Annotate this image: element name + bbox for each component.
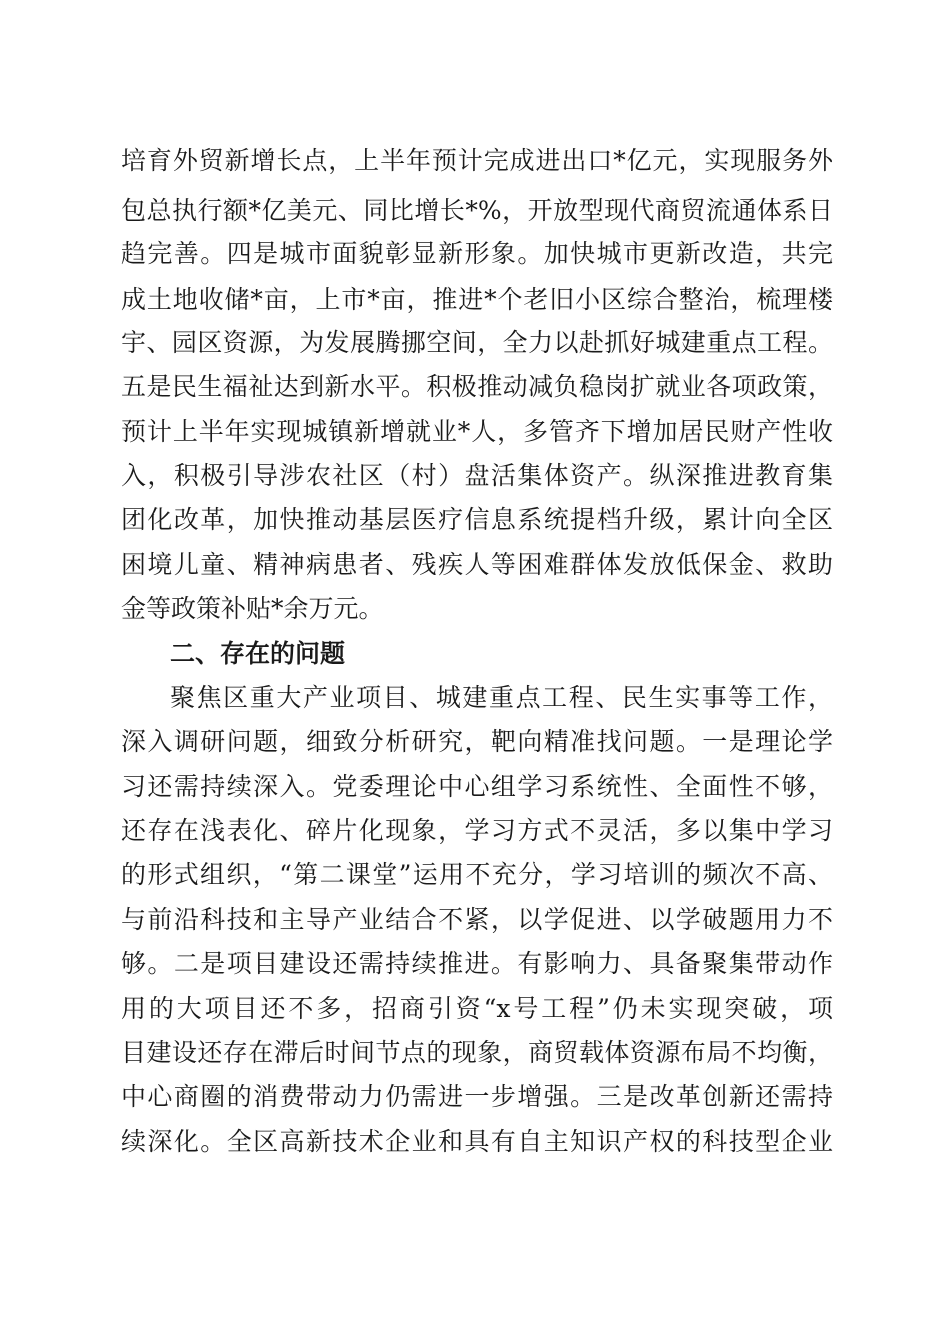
- paragraph-line: 困境儿童、精神病患者、残疾人等困难群体发放低保金、救助: [121, 550, 833, 579]
- paragraph-line: 金等政策补贴*余万元。: [121, 594, 384, 623]
- paragraph-line: 与前沿科技和主导产业结合不紧，以学促进、以学破题用力不: [121, 905, 833, 934]
- paragraph-line: 用的大项目还不多，招商引资“x号工程”仍未实现突破，项: [121, 994, 833, 1023]
- paragraph-line: 深入调研问题，细致分析研究，靶向精准找问题。一是理论学: [121, 727, 833, 756]
- paragraph-line: 习还需持续深入。党委理论中心组学习系统性、全面性不够，: [121, 772, 833, 801]
- paragraph-line: 宇、园区资源，为发展腾挪空间，全力以赴抓好城建重点工程。: [121, 328, 833, 357]
- paragraph-line: 聚焦区重大产业项目、城建重点工程、民生实事等工作，: [170, 683, 833, 712]
- paragraph-line: 入，积极引导涉农社区（村）盘活集体资产。纵深推进教育集: [121, 461, 833, 490]
- paragraph-line: 续深化。全区高新技术企业和具有自主知识产权的科技型企业: [121, 1127, 833, 1156]
- paragraph-line: 的形式组织，“第二课堂”运用不充分，学习培训的频次不高、: [121, 860, 833, 889]
- paragraph-line: 培育外贸新增长点，上半年预计完成进出口*亿元，实现服务外: [121, 146, 833, 175]
- paragraph-line: 预计上半年实现城镇新增就业*人，多管齐下增加居民财产性收: [121, 417, 833, 446]
- paragraph-line: 包总执行额*亿美元、同比增长*%，开放型现代商贸流通体系日: [121, 196, 833, 225]
- paragraph-line: 成土地收储*亩，上市*亩，推进*个老旧小区综合整治，梳理楼: [121, 285, 833, 314]
- section-heading: 二、存在的问题: [170, 639, 346, 668]
- paragraph-line: 够。二是项目建设还需持续推进。有影响力、具备聚集带动作: [121, 949, 833, 978]
- paragraph-line: 五是民生福祉达到新水平。积极推动减负稳岗扩就业各项政策，: [121, 372, 833, 401]
- paragraph-line: 团化改革，加快推动基层医疗信息系统提档升级，累计向全区: [121, 505, 833, 534]
- paragraph-line: 还存在浅表化、碎片化现象，学习方式不灵活，多以集中学习: [121, 816, 833, 845]
- paragraph-line: 目建设还存在滞后时间节点的现象，商贸载体资源布局不均衡，: [121, 1038, 833, 1067]
- paragraph-line: 中心商圈的消费带动力仍需进一步增强。三是改革创新还需持: [121, 1082, 833, 1111]
- paragraph-line: 趋完善。四是城市面貌彰显新形象。加快城市更新改造，共完: [121, 239, 833, 268]
